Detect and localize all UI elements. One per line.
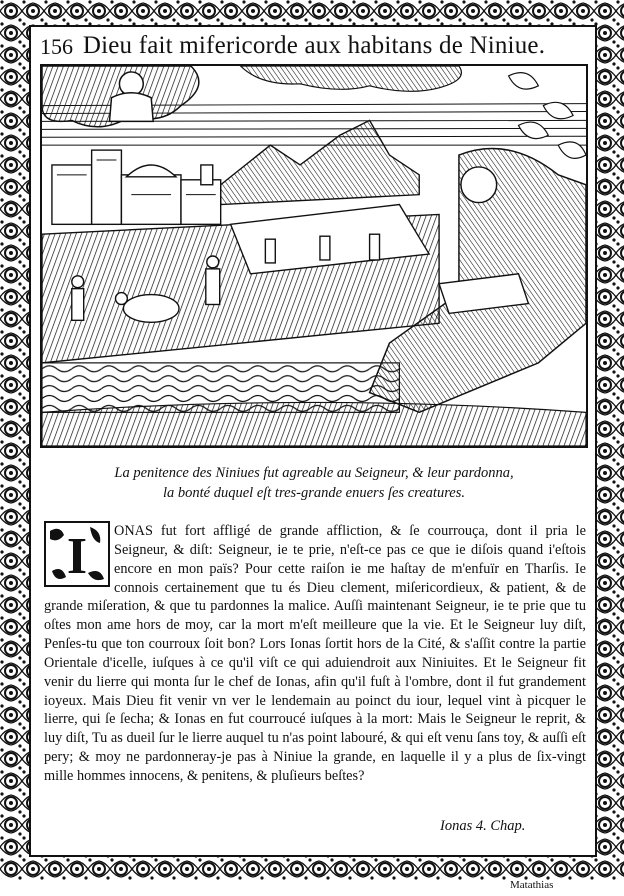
woodcut-illustration bbox=[40, 64, 588, 448]
caption-line-2: la bonté duquel eſt tres-grande enuers ſes creatures. bbox=[162, 485, 466, 501]
footer-name: Matathias bbox=[510, 879, 554, 891]
body-paragraph: ONAS fut fort affligé de grande affliction, & ſe courrouça, dont il pria le Seigneur, & diſt: Seigneur, ie te prie, n'eſt-ce pas ce que ie diſois quand i'eſtois encore en mon païs? Pour cette raiſon ie me haſtay de m'enfuïr en Tharſis. Ie connois certainement que tu és Dieu clement, miſericordieux, & patient, & de grande miſeration, & que tu pardonnes la malice. Auſſi maintenant Seigneur, ie te prie que tu oſtes mon ame hors de moy, car la mort m'eſt meilleure que la vie. Et le Seigneur luy diſt, Penſes-tu que ton courroux ſoit bon? Lors Ionas ſortit hors de la Cité, & s'aſſit contre la partie Orientale d'icelle, iuſques à ce qu'il viſt ce qui aduiendroit aux Niniuites. Et le Seigneur fit venir du lierre qui monta ſur le chef de Ionas, afin qu'il fuſt à l'ombre, dont il fut grandement ioyeux. Mais Dieu fit venir vn ver le lendemain au poinct du iour, lequel vint à picquer le lierre, qui ſe ſecha; & Ionas en fut courroucé iuſques à la mort: Mais le Seigneur le reprit, & luy diſt, Tu as dueil ſur le lierre auquel tu n'as point labouré, & qui eſt venu ſans toy, & auſſi eſt pery; & moy ne pardonneray-je pas à Niniue la grande, en laquelle il y a plus de ſix-vingt mille hommes innocens, & penitens, & pluſieurs beſtes? bbox=[44, 523, 586, 784]
initial-letter: I bbox=[66, 528, 88, 585]
illustration-caption bbox=[40, 463, 588, 503]
page-header bbox=[40, 30, 588, 60]
caption-line-1: La penitence des Niniues fut agreable au Seigneur, & leur pardonna, bbox=[114, 465, 514, 481]
body-text bbox=[44, 522, 586, 786]
page-title: Dieu fait mifericorde aux habitans de Niniue. bbox=[82, 32, 546, 59]
page-number: 156 bbox=[40, 34, 73, 59]
scripture-reference: Ionas 4. Chap. bbox=[440, 818, 526, 834]
